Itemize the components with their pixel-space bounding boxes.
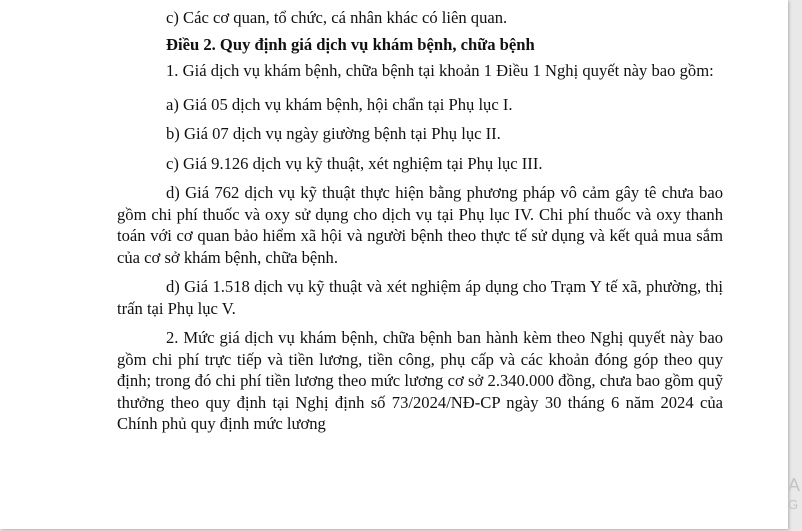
list-item-b: b) Giá 07 dịch vụ ngày giường bệnh tại Phụ lục II. xyxy=(166,124,501,143)
list-item-d1: d) Giá 762 dịch vụ kỹ thuật thực hiện bằng phương pháp vô cảm gây tê chưa bao gồm chi phí thuốc và oxy sử dụng cho dịch vụ tại Phụ lục IV. Chi phí thuốc và oxy thanh toán với cơ quan bảo hiểm xã hội và người bệnh theo thực tế sử dụng và kết quả mua sắm của cơ sở khám bệnh, chữa bệnh. xyxy=(117,183,723,267)
watermark-letter-a: A xyxy=(788,475,801,495)
list-item-d2: d) Giá 1.518 dịch vụ kỹ thuật và xét nghiệm áp dụng cho Trạm Y tế xã, phường, thị trấn tại Phụ lục V. xyxy=(117,277,723,318)
list-item-a: a) Giá 05 dịch vụ khám bệnh, hội chẩn tại Phụ lục I. xyxy=(166,94,513,114)
article-title: Điều 2. Quy định giá dịch vụ khám bệnh, chữa bệnh xyxy=(166,34,535,54)
watermark-letter-g: G xyxy=(788,497,799,512)
paragraph-2: 2. Mức giá dịch vụ khám bệnh, chữa bệnh ban hành kèm theo Nghị quyết này bao gồm chi phí trực tiếp và tiền lương, tiền công, phụ cấp và các khoản đóng góp theo quy định; trong đó chi phí tiền lương theo mức lương cơ sở 2.340.000 đồng, chưa bao gồm quỹ thưởng theo quy định tại Nghị định số 73/2024/NĐ-CP ngày 30 tháng 6 năm 2024 của Chính phủ quy định mức lương xyxy=(117,328,723,433)
document-body xyxy=(117,7,723,435)
list-item-c: c) Giá 9.126 dịch vụ kỹ thuật, xét nghiệm tại Phụ lục III. xyxy=(166,153,543,173)
item-c: c) Các cơ quan, tổ chức, cá nhân khác có liên quan. xyxy=(166,8,508,27)
side-watermark xyxy=(788,474,802,514)
paragraph-1: 1. Giá dịch vụ khám bệnh, chữa bệnh tại khoản 1 Điều 1 Nghị quyết này bao gồm: xyxy=(166,61,714,80)
